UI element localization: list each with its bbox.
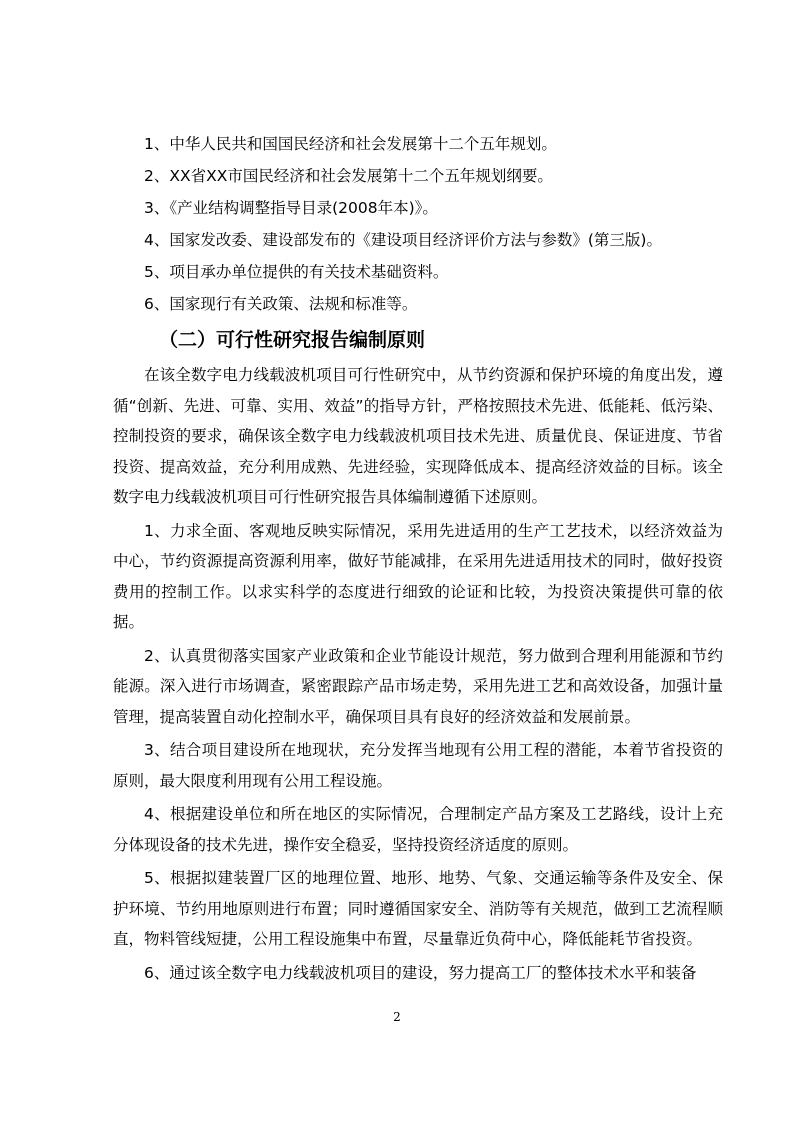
principle-paragraph-4: 4、根据建设单位和所在地区的实际情况，合理制定产品方案及工艺路线，设计上充分体现设备的技术先进，操作安全稳妥，坚持投资经济适度的原则。: [113, 805, 723, 854]
intro-paragraph: 在该全数字电力线载波机项目可行性研究中，从节约资源和保护环境的角度出发，遵循“创新、先进、可靠、实用、效益”的指导方针，严格按照技术先进、低能耗、低污染、控制投资的要求，确保该全数字电力线载波机项目技术先进、质量优良、保证进度、节省投资、提高效益，充分利用成熟、先进经验，实现降低成本、提高经济效益的目标。该全数字电力线载波机项目可行性研究报告具体编制遵循下述原则。: [113, 366, 723, 506]
document-body: [113, 128, 723, 988]
page-number: 2: [393, 1010, 401, 1024]
reference-item-1: 1、中华人民共和国国民经济和社会发展第十二个五年规划。: [144, 135, 557, 153]
principle-paragraph-1: 1、力求全面、客观地反映实际情况，采用先进适用的生产工艺技术，以经济效益为中心，节约资源提高资源利用率，做好节能减排，在采用先进适用技术的同时，做好投资费用的控制工作。以求实科学的态度进行细致的论证和比较，为投资决策提供可靠的依据。: [113, 521, 723, 631]
principle-paragraph-2: 2、认真贯彻落实国家产业政策和企业节能设计规范，努力做到合理利用能源和节约能源。深入进行市场调查，紧密跟踪产品市场走势，采用先进工艺和高效设备，加强计量管理，提高装置自动化控制水平，确保项目具有良好的经济效益和发展前景。: [113, 646, 723, 726]
reference-item-3: 3、《产业结构调整指导目录(2008年本)》。: [144, 199, 438, 217]
reference-item-2: 2、XX省XX市国民经济和社会发展第十二个五年规划纲要。: [144, 167, 553, 185]
principle-paragraph-3: 3、结合项目建设所在地现状，充分发挥当地现有公用工程的潜能，本着节省投资的原则，最大限度利用现有公用工程设施。: [113, 741, 723, 790]
section-heading: （二）可行性研究报告编制原则: [159, 329, 426, 351]
reference-item-4: 4、国家发改委、建设部发布的《建设项目经济评价方法与参数》(第三版)。: [144, 231, 662, 249]
reference-item-6: 6、国家现行有关政策、法规和标准等。: [144, 295, 418, 313]
principle-paragraph-5: 5、根据拟建装置厂区的地理位置、地形、地势、气象、交通运输等条件及安全、保护环境、节约用地原则进行布置；同时遵循国家安全、消防等有关规范，做到工艺流程顺直，物料管线短捷，公用工程设施集中布置，尽量靠近负荷中心，降低能耗节省投资。: [113, 869, 723, 948]
reference-item-5: 5、项目承办单位提供的有关技术基础资料。: [144, 263, 449, 281]
principle-paragraph-6: 6、通过该全数字电力线载波机项目的建设，努力提高工厂的整体技术水平和装备: [144, 963, 697, 982]
